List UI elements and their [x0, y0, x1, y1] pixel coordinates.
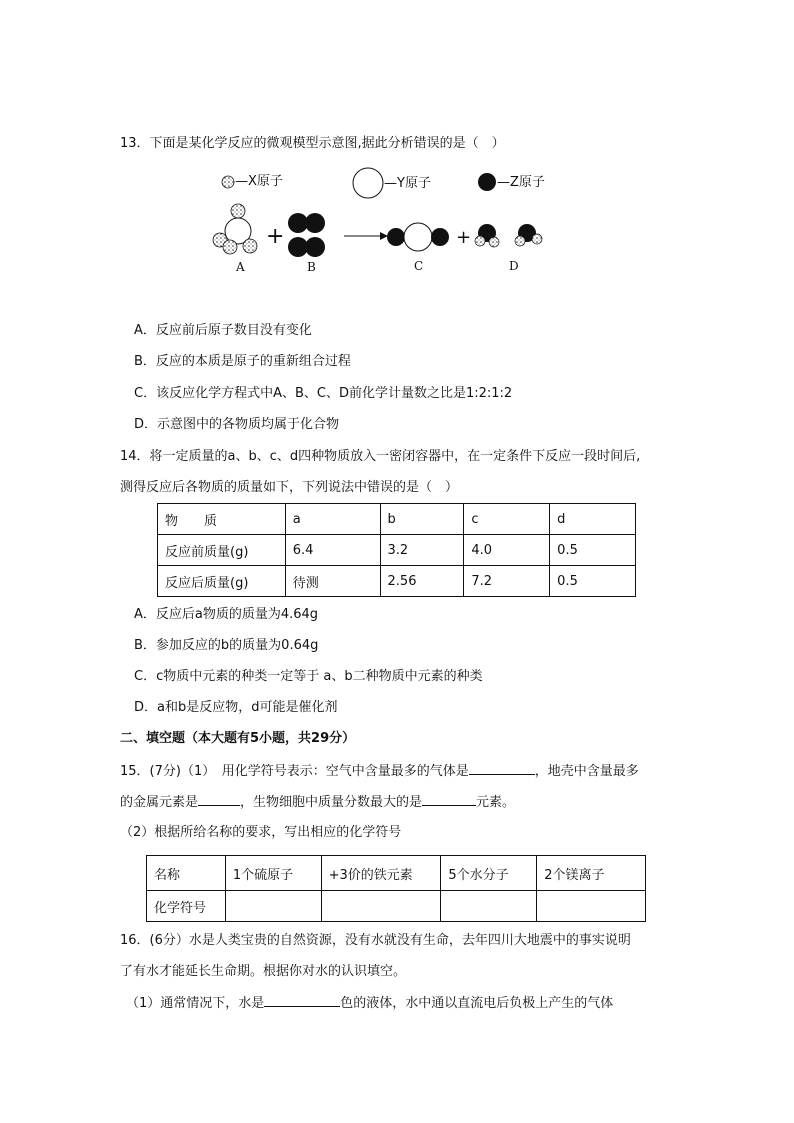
molecule-c-label: C	[414, 259, 424, 273]
table-cell: 待测	[285, 566, 380, 597]
plus-icon: +	[456, 227, 472, 248]
q14-option-b: B．参加反应的b的质量为0.64g	[134, 638, 319, 653]
table-row	[147, 891, 646, 922]
q15-line1-text-a: 15．(7分)（1） 用化学符号表示：空气中含量最多的气体是	[120, 764, 469, 779]
table-cell: 4.0	[464, 535, 550, 566]
q15-part2: （2）根据所给名称的要求，写出相应的化学符号	[120, 825, 402, 840]
q15-blank-2[interactable]	[198, 793, 240, 806]
table-row	[147, 856, 646, 891]
reaction-arrow-icon	[344, 232, 388, 240]
table-cell: +3价的铁元素	[321, 856, 441, 891]
q16-line3-text-a: （1）通常情况下，水是	[126, 996, 265, 1011]
q13-option-b: B．反应的本质是原子的重新组合过程	[134, 354, 351, 369]
table-cell: 物 质	[158, 504, 286, 535]
q13-stem: 13．下面是某化学反应的微观模型示意图,据此分析错误的是（ ）	[120, 136, 505, 151]
table-cell: 3.2	[380, 535, 464, 566]
q13-option-a: A．反应前后原子数目没有变化	[134, 323, 312, 338]
q15-blank-1[interactable]	[469, 762, 535, 775]
answer-cell[interactable]	[441, 891, 537, 922]
plus-icon: +	[266, 224, 285, 249]
answer-cell[interactable]	[537, 891, 646, 922]
table-row	[158, 535, 636, 566]
table-cell: 名称	[147, 856, 226, 891]
q13-option-c: C．该反应化学方程式中A、B、C、D前化学计量数之比是1:2:1:2	[134, 386, 513, 401]
table-cell: 6.4	[285, 535, 380, 566]
table-cell: 7.2	[464, 566, 550, 597]
table-cell: 2个镁离子	[537, 856, 646, 891]
table-cell: c	[464, 504, 550, 535]
section-heading: 二、填空题（本大题有5小题，共29分）	[120, 731, 356, 746]
q16-line3	[126, 994, 613, 1013]
y-atom-legend-label: —Y原子	[384, 176, 431, 191]
molecule-b-icon	[288, 213, 325, 257]
q15-blank-3[interactable]	[422, 793, 476, 806]
q16-line1: 16．(6分）水是人类宝贵的自然资源，没有水就没有生命，去年四川大地震中的事实说明	[120, 933, 631, 948]
q14-stem-line2: 测得反应后各物质的质量如下，下列说法中错误的是（ ）	[120, 480, 459, 495]
table-cell: 反应前质量(g)	[158, 535, 286, 566]
q15-line2	[120, 793, 515, 812]
q15-line1	[120, 762, 639, 781]
molecule-c-icon	[387, 223, 449, 251]
q16-line2: 了有水才能延长生命期。根据你对水的认识填空。	[120, 964, 407, 979]
table-cell: d	[550, 504, 636, 535]
table-cell: 0.5	[550, 566, 636, 597]
x-atom-legend-icon	[222, 176, 234, 188]
table-cell: 0.5	[550, 535, 636, 566]
q15-line2-text-a: 的金属元素是	[120, 795, 199, 810]
q14-stem-line1: 14．将一定质量的a、b、c、d四种物质放入一密闭容器中，在一定条件下反应一段时间后,	[120, 449, 641, 464]
q14-option-d: D．a和b是反应物，d可能是催化剂	[134, 700, 338, 715]
q15-symbol-table	[146, 855, 646, 922]
q14-option-c: C．c物质中元素的种类一定等于 a、b二种物质中元素的种类	[134, 669, 483, 684]
molecule-b-label: B	[307, 260, 316, 274]
q14-mass-table	[157, 503, 636, 597]
molecule-d-icon	[475, 224, 542, 247]
q15-line2-text-b: ，生物细胞中质量分数最大的是	[240, 795, 423, 810]
table-row	[158, 504, 636, 535]
molecule-a-label: A	[236, 260, 245, 274]
table-cell: 化学符号	[147, 891, 226, 922]
q15-line1-text-b: ，地壳中含量最多	[534, 764, 639, 779]
q16-line3-text-b: 色的液体，水中通以直流电后负极上产生的气体	[340, 996, 614, 1011]
z-atom-legend-label: —Z原子	[497, 175, 545, 190]
answer-cell[interactable]	[225, 891, 321, 922]
table-cell: b	[380, 504, 464, 535]
q13-option-d: D．示意图中的各物质均属于化合物	[134, 417, 340, 432]
answer-cell[interactable]	[321, 891, 441, 922]
table-row	[158, 566, 636, 597]
molecule-a-icon	[213, 204, 257, 254]
q15-line2-text-c: 元素。	[476, 795, 516, 810]
z-atom-legend-icon	[478, 173, 496, 191]
table-cell: 反应后质量(g)	[158, 566, 286, 597]
table-cell: 2.56	[380, 566, 464, 597]
x-atom-legend-label: —X原子	[235, 174, 283, 189]
q14-option-a: A．反应后a物质的质量为4.64g	[134, 607, 319, 622]
y-atom-legend-icon	[353, 168, 383, 198]
table-cell: 5个水分子	[441, 856, 537, 891]
table-cell: 1个硫原子	[225, 856, 321, 891]
q16-blank-1[interactable]	[264, 994, 340, 1007]
molecule-d-label: D	[509, 259, 519, 273]
table-cell: a	[285, 504, 380, 535]
